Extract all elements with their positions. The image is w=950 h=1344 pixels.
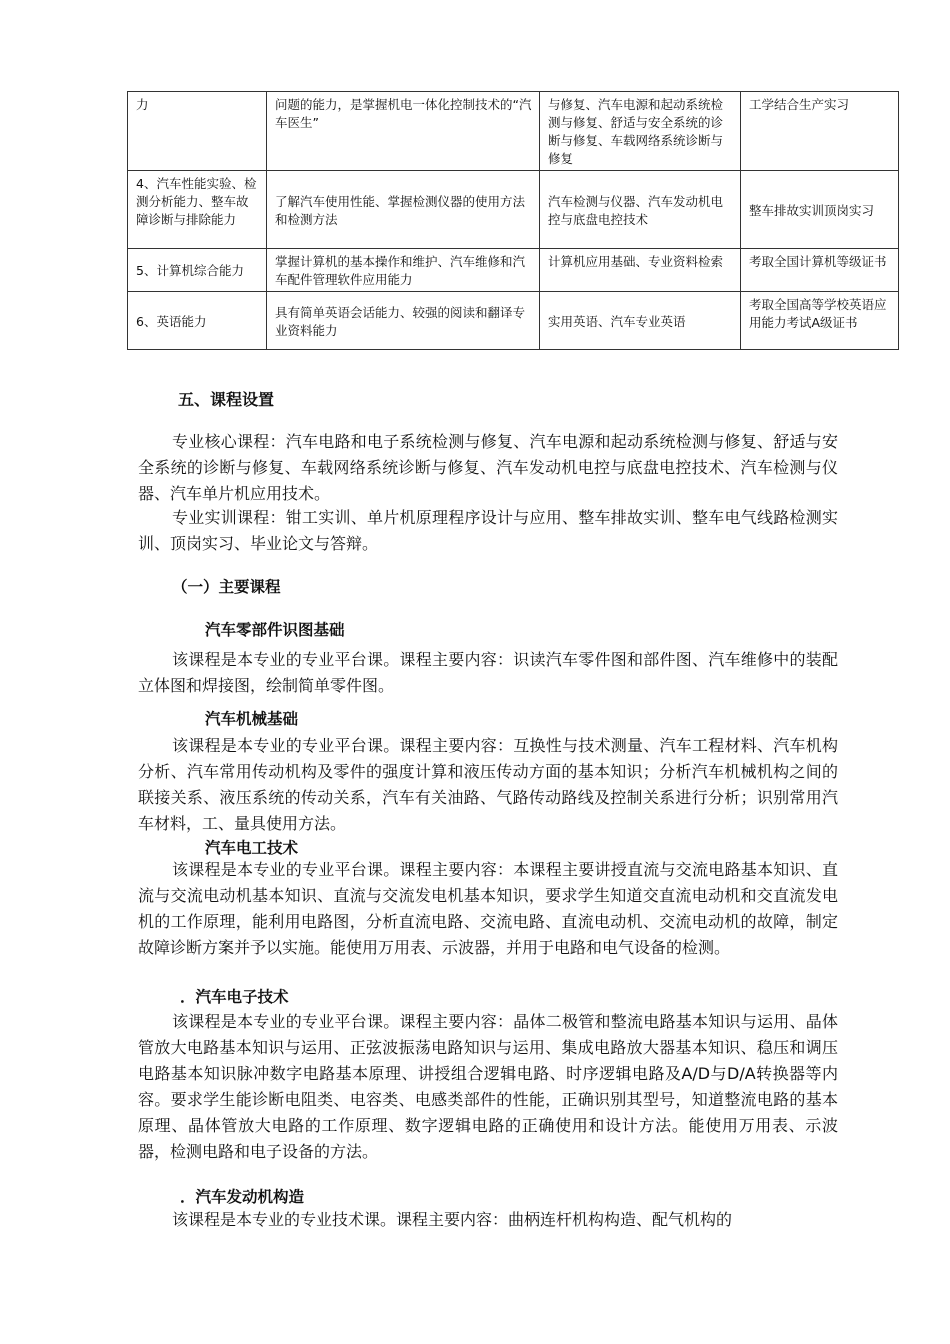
table-cell: 实用英语、汽车专业英语 [540, 292, 741, 350]
core-courses-paragraph: 专业核心课程：汽车电路和电子系统检测与修复、汽车电源和起动系统检测与修复、舒适与安全系统的诊断与修复、车载网络系统诊断与修复、汽车发动机电控与底盘电控技术、汽车检测与仪器、汽车单片机应用技术。 [138, 432, 838, 503]
table-cell: 4、汽车性能实验、检测分析能力、整车故障诊断与排除能力 [128, 171, 267, 249]
course-description: 该课程是本专业的专业平台课。课程主要内容：互换性与技术测量、汽车工程材料、汽车机构分析、汽车常用传动机构及零件的强度计算和液压传动方面的基本知识；分析汽车机械机构之间的联接关系、液压系统的传动关系，汽车有关油路、气路传动路线及控制关系进行分析；识别常用汽车材料，工、量具使用方法。 [138, 736, 838, 833]
course-title: ．汽车电子技术 [180, 988, 289, 1006]
table-row [128, 292, 899, 350]
practical-courses-paragraph: 专业实训课程：钳工实训、单片机原理程序设计与应用、整车排故实训、整车电气线路检测实训、顶岗实习、毕业论文与答辩。 [138, 508, 838, 553]
table-row [128, 249, 899, 292]
course-title: 汽车机械基础 [205, 710, 299, 728]
table-row [128, 92, 899, 171]
table-cell: 具有简单英语会话能力、较强的阅读和翻译专业资料能力 [267, 292, 540, 350]
table-cell: 力 [128, 92, 267, 171]
course-title: ．汽车发动机构造 [180, 1188, 305, 1206]
table-cell: 与修复、汽车电源和起动系统检测与修复、舒适与安全系统的诊断与修复、车载网络系统诊断与修复 [540, 92, 741, 171]
course-title: 汽车零部件识图基础 [205, 621, 345, 639]
table-cell: 了解汽车使用性能、掌握检测仪器的使用方法和检测方法 [267, 171, 540, 249]
table-cell: 工学结合生产实习 [741, 92, 899, 171]
course-description: 该课程是本专业的专业平台课。课程主要内容：识读汽车零件图和部件图、汽车维修中的装配立体图和焊接图，绘制简单零件图。 [138, 650, 838, 695]
sub-heading: （一）主要课程 [172, 578, 281, 596]
table-cell: 考取全国高等学校英语应用能力考试A级证书 [741, 292, 899, 350]
course-title: 汽车电工技术 [205, 839, 299, 857]
table-cell: 6、英语能力 [128, 292, 267, 350]
course-description: 该课程是本专业的专业平台课。课程主要内容：本课程主要讲授直流与交流电路基本知识、直流与交流电动机基本知识、直流与交流发电机基本知识，要求学生知道交直流电动机和交直流发电机的工作原理，能利用电路图，分析直流电路、交流电路、直流电动机、交流电动机的故障，制定故障诊断方案并予以实施。能使用万用表、示波器，并用于电路和电气设备的检测。 [138, 860, 838, 957]
table-cell: 汽车检测与仪器、汽车发动机电控与底盘电控技术 [540, 171, 741, 249]
ability-table [127, 91, 899, 350]
table-cell: 5、计算机综合能力 [128, 249, 267, 292]
table-cell: 计算机应用基础、专业资料检索 [540, 249, 741, 292]
course-description: 该课程是本专业的专业技术课。课程主要内容：曲柄连杆机构构造、配气机构的 [172, 1210, 733, 1229]
table-cell: 问题的能力，是掌握机电一体化控制技术的“汽车医生” [267, 92, 540, 171]
table-cell: 考取全国计算机等级证书 [741, 249, 899, 292]
table-row [128, 171, 899, 249]
course-description: 该课程是本专业的专业平台课。课程主要内容：晶体二极管和整流电路基本知识与运用、晶体管放大电路基本知识与运用、正弦波振荡电路知识与运用、集成电路放大器基本知识、稳压和调压电路基本知识脉冲数字电路基本原理、讲授组合逻辑电路、时序逻辑电路及A/D与D/A转换器等内容。要求学生能诊断电阻类、电容类、电感类部件的性能，正确识别其型号，知道整流电路的基本原理、晶体管放大电路的工作原理、数字逻辑电路的正确使用和设计方法。能使用万用表、示波器，检测电路和电子设备的方法。 [138, 1012, 838, 1161]
table-cell: 掌握计算机的基本操作和维护、汽车维修和汽车配件管理软件应用能力 [267, 249, 540, 292]
table-cell: 整车排故实训顶岗实习 [741, 171, 899, 249]
section-heading: 五、课程设置 [178, 390, 275, 409]
